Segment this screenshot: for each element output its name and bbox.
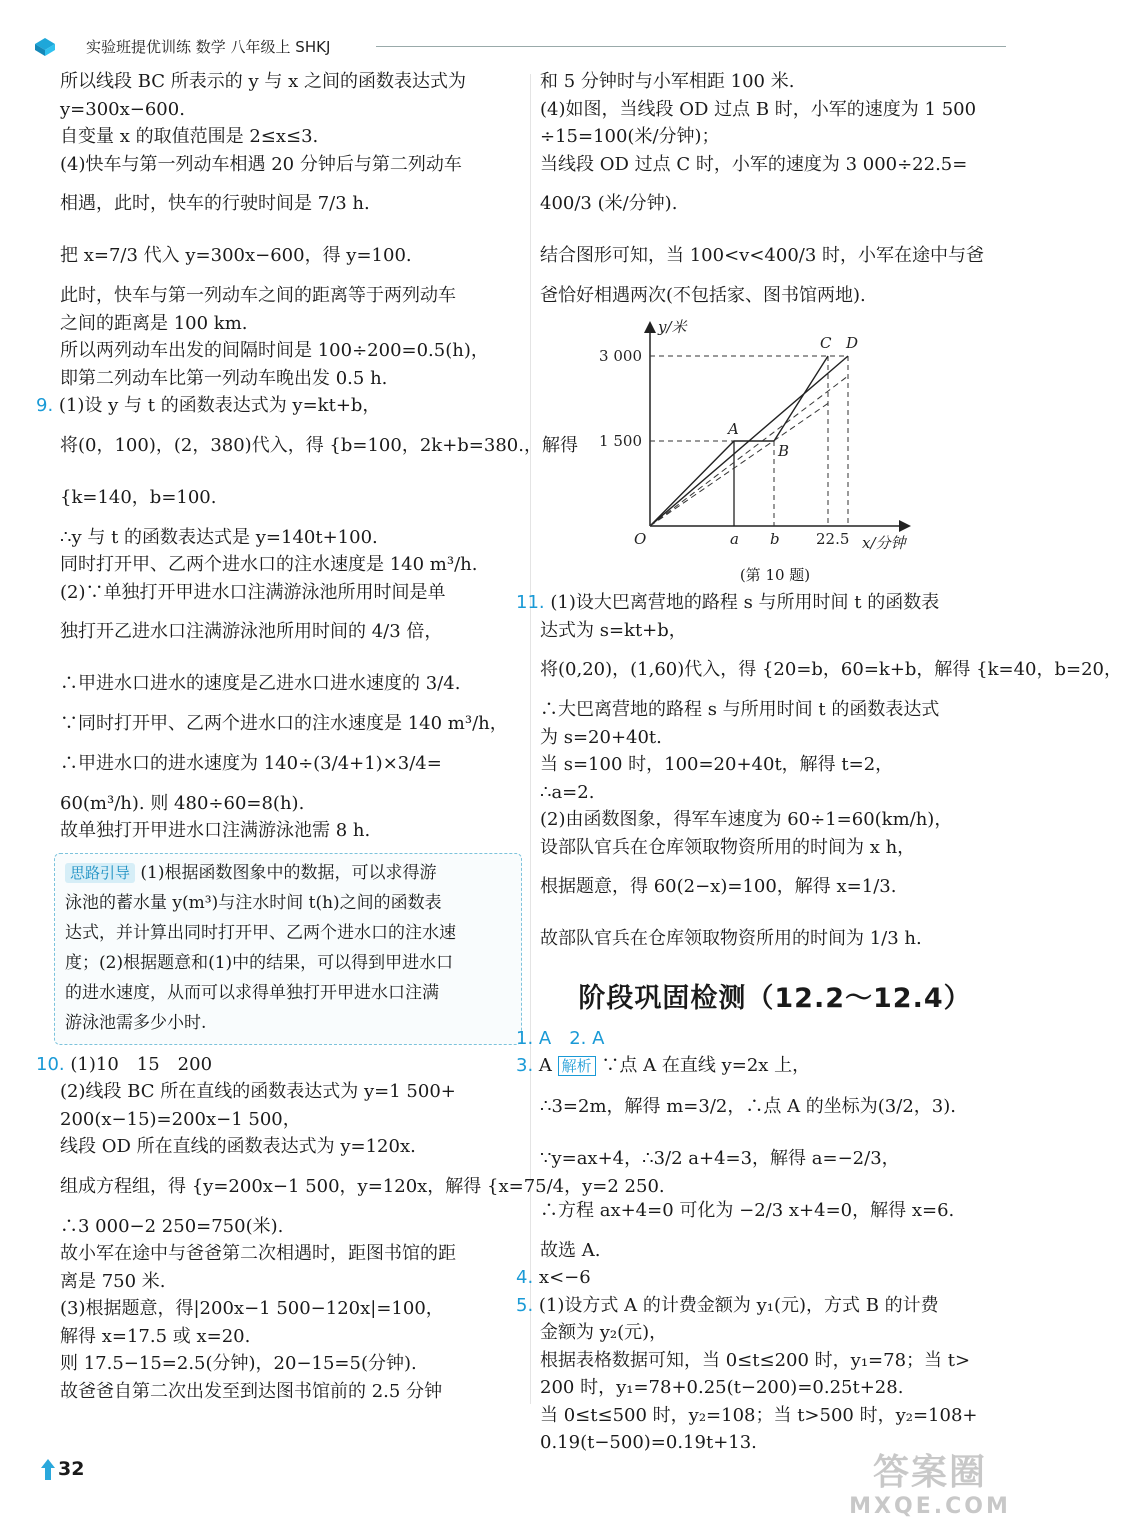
x-tick-b: b: [770, 529, 780, 548]
book-title: 实验班提优训练 数学 八年级上 SHKJ: [86, 38, 331, 56]
answer-text: x<−6: [538, 1267, 591, 1288]
y-tick-1500: 1 500: [599, 431, 642, 450]
watermark-url: MXQE.COM: [849, 1494, 1011, 1519]
text-line: ∴3 000−2 250=750(米).: [60, 1215, 284, 1237]
dashed-ob: [650, 402, 830, 526]
text-line: 度；(2)根据题意和(1)中的结果，可以得到甲进水口: [65, 952, 454, 973]
text-line: ∴甲进水口进水的速度是乙进水口进水速度的 3/4.: [60, 673, 461, 694]
question-number: 3.: [516, 1055, 534, 1076]
x-tick-a: a: [730, 529, 739, 548]
text-line: ∴a=2.: [540, 781, 595, 803]
text-line: 此时，快车与第一列动车之间的距离等于两列动车: [60, 285, 456, 306]
text-line: 之间的距离是 100 km.: [60, 312, 248, 334]
text-line: 即第二列动车比第一列动车晚出发 0.5 h.: [60, 367, 388, 389]
text-line: 所以两列动车出发的间隔时间是 100÷200=0.5(h)，: [60, 340, 489, 361]
hint-box: [54, 853, 522, 1045]
page-header: [28, 28, 1008, 62]
text-line: ∴甲进水口的进水速度为 140÷(3/4+1)×3/4=: [60, 752, 442, 774]
text-line: ∴方程 ax+4=0 可化为 −2/3 x+4=0，解得 x=6.: [540, 1199, 955, 1221]
text-line: ∴3=2m，解得 m=3/2，∴点 A 的坐标为(3/2，3).: [540, 1095, 956, 1117]
text-line: (4)如图，当线段 OD 过点 B 时，小军的速度为 1 500: [540, 98, 977, 120]
text-line: 将(0，100)，(2，380)代入，得 {b=100，2k+b=380.，解得: [60, 434, 578, 456]
text-line: 当 s=100 时，100=20+40t，解得 t=2，: [540, 754, 894, 775]
text-line: y=300x−600.: [60, 98, 185, 120]
hint-label: 思路引导: [65, 863, 135, 883]
text-line: ÷15=100(米/分钟)；: [540, 126, 720, 147]
point-a-label: A: [728, 419, 739, 438]
x-tick-22-5: 22.5: [816, 529, 850, 548]
text-line: 和 5 分钟时与小军相距 100 米.: [540, 71, 795, 92]
up-arrow-icon: [40, 1458, 56, 1482]
text-line: 设部队官兵在仓库领取物资所用的时间为 x h，: [540, 836, 916, 858]
question-10: [36, 1051, 522, 1079]
analysis-tag: 解析: [558, 1056, 596, 1076]
page-number: [40, 1456, 96, 1486]
watermark-logo-text: 答案圈: [872, 1452, 987, 1493]
book-logo-icon: [32, 32, 58, 58]
text-line: 当 0≤t≤500 时，y₂=108；当 t>500 时，y₂=108+: [540, 1404, 978, 1426]
text-line: 结合图形可知，当 100<v<400/3 时，小军在途中与爸: [540, 245, 985, 266]
text-line: 游泳池需多少小时.: [65, 1012, 207, 1033]
text-line: 达式为 s=kt+b，: [540, 619, 687, 641]
text-line: 故选 A.: [540, 1239, 601, 1261]
text-line: (1)根据函数图象中的数据，可以求得游: [140, 862, 437, 883]
text-line: 金额为 y₂(元)，: [540, 1322, 668, 1343]
hint-line: [65, 858, 511, 888]
question-9: [36, 392, 522, 420]
text-line: 独打开乙进水口注满游泳池所用时间的 4/3 倍，: [60, 621, 443, 642]
question-1-2: [516, 1025, 1010, 1053]
question-number: 4.: [516, 1267, 534, 1288]
text-line: 组成方程组，得 {y=200x−1 500，y=120x，解得 {x=75/4，y=2 250.: [60, 1175, 665, 1197]
answer-choice: A: [538, 1055, 552, 1076]
text-line: 把 x=7/3 代入 y=300x−600，得 y=100.: [60, 245, 412, 266]
question-4: [516, 1264, 1010, 1292]
text-line: 则 17.5−15=2.5(分钟)，20−15=5(分钟).: [60, 1353, 417, 1374]
x-axis-label: x/分钟: [862, 533, 906, 552]
point-b-label: B: [778, 441, 790, 460]
text-line: (2)∵单独打开甲进水口注满游泳池所用时间是单: [60, 581, 446, 603]
dad-path: [650, 356, 828, 526]
text-line: 爸恰好相遇两次(不包括家、图书馆两地).: [540, 285, 866, 306]
text-line: (1)设 y 与 t 的函数表达式为 y=kt+b，: [58, 395, 381, 416]
text-line: {k=140，b=100.: [60, 486, 217, 508]
text-line: 达式，并计算出同时打开甲、乙两个进水口的注水速: [65, 922, 456, 943]
question-number: 11.: [516, 592, 545, 613]
text-line: 60(m³/h). 则 480÷60=8(h).: [60, 792, 305, 814]
text-line: 故小军在途中与爸爸第二次相遇时，距图书馆的距: [60, 1243, 456, 1264]
text-line: (1)设方式 A 的计费金额为 y₁(元)，方式 B 的计费: [538, 1294, 939, 1316]
column-divider: [530, 74, 531, 1404]
text-line: 故爸爸自第二次出发至到达图书馆前的 2.5 分钟: [60, 1380, 443, 1402]
question-11: [516, 589, 1010, 617]
distance-time-graph: [590, 316, 990, 566]
text-line: 0.19(t−500)=0.19t+13.: [540, 1432, 757, 1453]
text-line: (3)根据题意，得|200x−1 500−120x|=100，: [60, 1298, 444, 1319]
y-tick-3000: 3 000: [599, 346, 642, 365]
text-line: 当线段 OD 过点 C 时，小军的速度为 3 000÷22.5=: [540, 153, 968, 175]
origin-label: O: [634, 529, 647, 548]
answer-line: 1. A 2. A: [516, 1027, 605, 1049]
text-line: 200(x−15)=200x−1 500，: [60, 1108, 301, 1130]
question-3: [516, 1052, 1010, 1081]
text-line: 400/3 (米/分钟).: [540, 193, 678, 214]
text-line: ∵同时打开甲、乙两个进水口的注水速度是 140 m³/h，: [60, 713, 508, 734]
text-line: 自变量 x 的取值范围是 2≤x≤3.: [60, 126, 319, 147]
text-line: 的进水速度，从而可以求得单独打开甲进水口注满: [65, 982, 439, 1003]
text-line: 解得 x=17.5 或 x=20.: [60, 1325, 251, 1347]
figure-caption: (第 10 题): [739, 565, 811, 584]
text-line: ∴y 与 t 的函数表达式是 y=140t+100.: [60, 526, 378, 548]
graph-svg: [590, 316, 990, 566]
watermark: [840, 1452, 1020, 1524]
text-line: (1)设大巴离营地的路程 s 与所用时间 t 的函数表: [550, 592, 940, 613]
question-number: 9.: [36, 395, 54, 416]
text-line: 离是 750 米.: [60, 1270, 166, 1292]
text-line: 200 时，y₁=78+0.25(t−200)=0.25t+28.: [540, 1377, 904, 1398]
text-line: ∴大巴离营地的路程 s 与所用时间 t 的函数表达式: [540, 699, 940, 720]
text-line: 根据表格数据可知，当 0≤t≤200 时，y₁=78；当 t>: [540, 1349, 971, 1371]
text-line: 故单独打开甲进水口注满游泳池需 8 h.: [60, 820, 371, 841]
question-number: 10.: [36, 1053, 65, 1075]
text-line: 线段 OD 所在直线的函数表达式为 y=120x.: [60, 1136, 416, 1157]
text-line: 泳池的蓄水量 y(m³)与注水时间 t(h)之间的函数表: [65, 892, 442, 913]
y-axis-label: y/米: [658, 317, 687, 336]
text-line: ∵y=ax+4，∴3/2 a+4=3，解得 a=−2/3，: [540, 1147, 900, 1169]
text-line: 相遇，此时，快车的行驶时间是 7/3 h.: [60, 193, 370, 214]
text-line: (2)由函数图象，得军车速度为 60÷1=60(km/h)，: [540, 809, 953, 830]
text-line: 同时打开甲、乙两个进水口的注水速度是 140 m³/h.: [60, 554, 478, 575]
text-line: (4)快车与第一列动车相遇 20 分钟后与第二列动车: [60, 153, 462, 175]
text-line: 为 s=20+40t.: [540, 726, 662, 748]
text-line: ∵点 A 在直线 y=2x 上，: [601, 1055, 811, 1076]
text-line: 根据题意，得 60(2−x)=100，解得 x=1/3.: [540, 876, 897, 897]
text-line: 故部队官兵在仓库领取物资所用的时间为 1/3 h.: [540, 928, 922, 949]
point-d-label: D: [846, 333, 859, 352]
header-rule: [376, 46, 1006, 47]
point-c-label: C: [820, 333, 832, 352]
section-title: 阶段巩固检测（12.2～12.4）: [578, 983, 972, 1014]
text-line: (2)线段 BC 所在直线的函数表达式为 y=1 500+: [60, 1081, 456, 1102]
question-number: 5.: [516, 1294, 534, 1316]
dashed-oc: [650, 376, 848, 526]
text-line: 所以线段 BC 所表示的 y 与 x 之间的函数表达式为: [60, 71, 466, 92]
question-5: [516, 1292, 1010, 1320]
text-line: (1)10 15 200: [70, 1053, 213, 1075]
text-line: 将(0,20)，(1,60)代入，得 {20=b，60=k+b，解得 {k=40，b=20，: [540, 659, 1122, 680]
right-column: [516, 68, 1122, 1457]
page-number-text: 32: [58, 1458, 85, 1480]
